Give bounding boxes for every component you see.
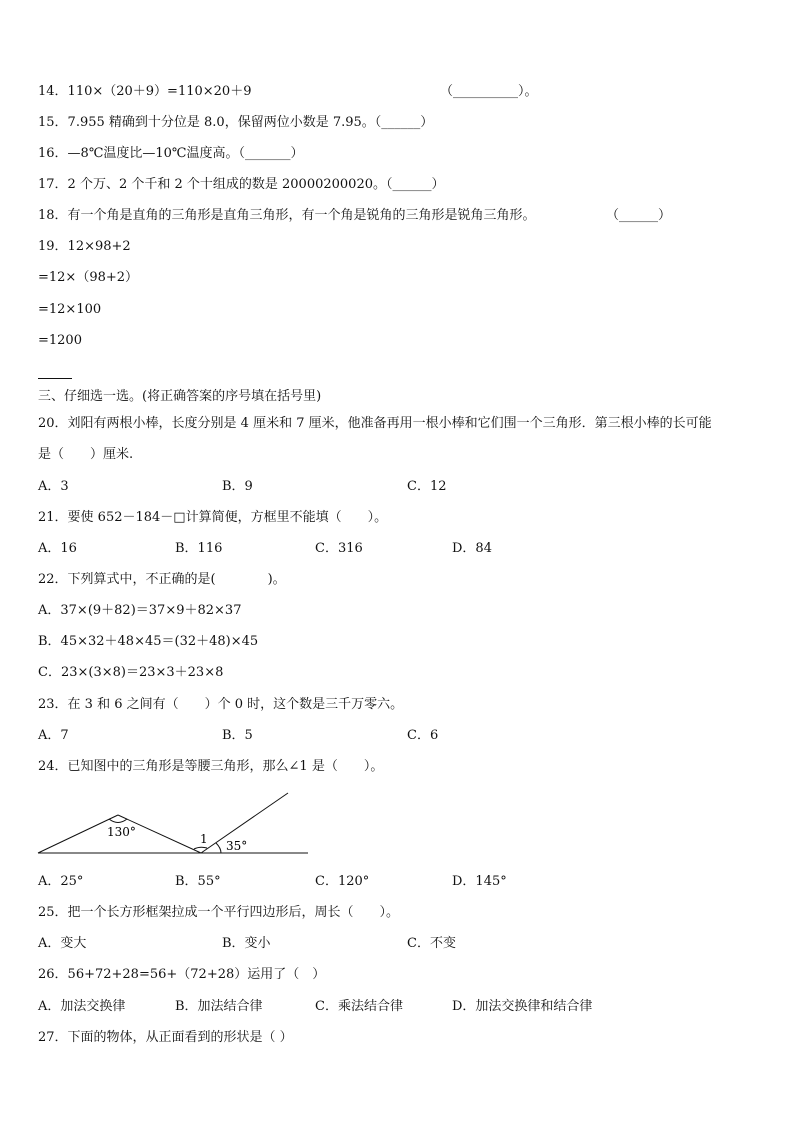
question-18: 18．有一个角是直角的三角形是直角三角形，有一个角是锐角的三角形是锐角三角形。 (38, 208, 536, 223)
question-21-option-c[interactable]: C．316 (315, 541, 363, 556)
triangle-left-side (38, 815, 118, 853)
question-24-option-d[interactable]: D．145° (452, 874, 507, 889)
question-26-option-c[interactable]: C．乘法结合律 (315, 999, 403, 1014)
question-21-option-d[interactable]: D．84 (452, 541, 492, 556)
question-15: 15．7.955 精确到十分位是 8.0，保留两位小数是 7.95。（______） (38, 115, 434, 130)
question-21-option-a[interactable]: A．16 (38, 541, 77, 556)
question-20-option-c[interactable]: C．12 (407, 479, 447, 494)
angle-1-arc (194, 847, 207, 849)
question-20-line-1: 20．刘阳有两根小棒，长度分别是 4 厘米和 7 厘米，他准备再用一根小棒和它们围一个三角形．第三根小棒的长可能 (38, 416, 712, 431)
question-19-line-1: 19．12×98+2 (38, 239, 131, 254)
question-26-option-d[interactable]: D．加法交换律和结合律 (452, 999, 593, 1014)
question-25: 25．把一个长方形框架拉成一个平行四边形后，周长（ ）。 (38, 905, 400, 920)
question-24-option-b[interactable]: B．55° (175, 874, 221, 889)
answer-line-19[interactable] (38, 378, 72, 379)
question-23-option-c[interactable]: C．6 (407, 728, 439, 743)
question-16: 16．—8℃温度比—10℃温度高。（_______） (38, 146, 304, 161)
section-3-title: 三、仔细选一选。(将正确答案的序号填在括号里) (38, 389, 322, 404)
question-27: 27．下面的物体，从正面看到的形状是（ ） (38, 1030, 293, 1045)
side-angle-label: 35° (226, 839, 248, 853)
question-22-option-c[interactable]: C．23×(3×8)＝23×3＋23×8 (38, 665, 224, 680)
apex-angle-label: 130° (107, 825, 136, 839)
question-20-option-b[interactable]: B．9 (222, 479, 253, 494)
answer-blank-18[interactable]: （______） (606, 208, 672, 223)
isosceles-triangle-figure (30, 788, 320, 860)
question-22-option-a[interactable]: A．37×(9＋82)＝37×9＋82×37 (38, 603, 242, 618)
question-26-option-a[interactable]: A．加法交换律 (38, 999, 126, 1014)
question-19-line-3: =12×100 (38, 302, 102, 317)
angle-35-arc (216, 843, 221, 853)
question-23-option-b[interactable]: B．5 (222, 728, 253, 743)
question-24: 24．已知图中的三角形是等腰三角形，那么∠1 是（ ）。 (38, 759, 384, 774)
question-26-option-b[interactable]: B．加法结合律 (175, 999, 263, 1014)
question-20-option-a[interactable]: A．3 (38, 479, 69, 494)
angle-1-label: 1 (200, 832, 208, 846)
question-22-option-b[interactable]: B．45×32＋48×45＝(32＋48)×45 (38, 634, 259, 649)
question-23-option-a[interactable]: A．7 (38, 728, 69, 743)
question-25-option-b[interactable]: B．变小 (222, 936, 271, 951)
question-19-line-2: =12×（98+2） (38, 270, 139, 285)
question-20-line-2: 是（ ）厘米. (38, 447, 134, 462)
question-14 (38, 84, 251, 100)
question-24-option-a[interactable]: A．25° (38, 874, 84, 889)
question-21: 21．要使 652－184－□计算简便，方框里不能填（ ）。 (38, 510, 388, 525)
question-14-text: 14．110×（20＋9）=110×20＋9 (38, 84, 252, 99)
question-22: 22．下列算式中，不正确的是( )。 (38, 572, 286, 587)
question-25-option-c[interactable]: C．不变 (407, 936, 456, 951)
question-24-option-c[interactable]: C．120° (315, 874, 370, 889)
apex-angle-arc (109, 819, 127, 823)
question-26: 26．56+72+28=56+（72+28）运用了（ ） (38, 967, 326, 982)
question-21-option-b[interactable]: B．116 (175, 541, 223, 556)
question-25-option-a[interactable]: A．变大 (38, 936, 87, 951)
question-17: 17．2 个万、2 个千和 2 个十组成的数是 20000200020。（______） (38, 177, 445, 192)
answer-blank-14[interactable]: （__________）。 (440, 84, 538, 99)
question-23: 23．在 3 和 6 之间有（ ）个 0 时，这个数是三千万零六。 (38, 697, 404, 712)
question-19-line-4: =1200 (38, 333, 82, 348)
